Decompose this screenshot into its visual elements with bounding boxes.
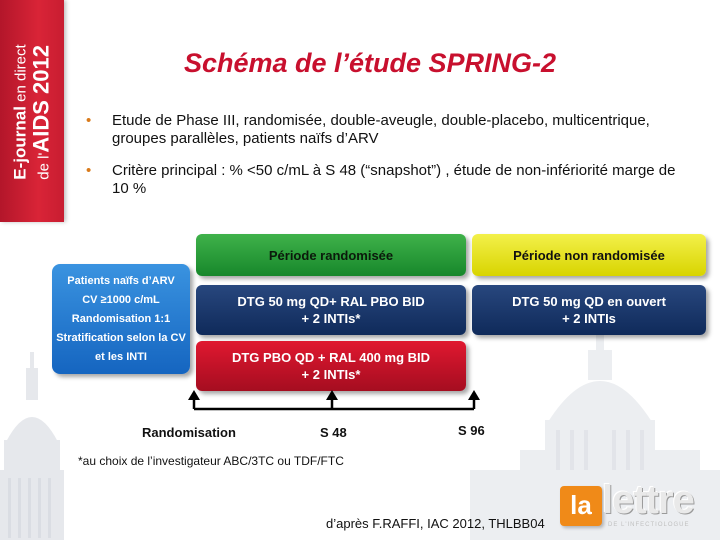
open-label-line-1: DTG 50 mg QD en ouvert: [512, 294, 666, 309]
ral-arm-line-2: + 2 INTIs*: [301, 367, 361, 382]
s96-arrow-icon: [468, 390, 480, 400]
logo-word: lettre: [602, 478, 694, 522]
banner-journal-word: E-journal: [10, 106, 30, 180]
population-line: Randomisation 1:1: [71, 312, 171, 325]
randomisation-label: Randomisation: [142, 425, 236, 440]
bullet-text: Critère principal : % <50 c/mL à S 48 (“snapshot”) , étude de non-infériorité marge de 10 %: [112, 162, 676, 197]
la-lettre-logo: [560, 478, 720, 540]
banner-de-l: de l': [35, 152, 53, 180]
randomized-period-label: Période randomisée: [268, 247, 394, 263]
dtg-arm-line-2: + 2 INTIs*: [301, 311, 361, 326]
s48-arrow-icon: [326, 390, 338, 400]
population-line: Stratification selon la CV et les INTI: [56, 331, 186, 363]
open-label-line-2: + 2 INTIs: [562, 311, 616, 326]
bullet-marker: •: [86, 162, 92, 179]
randomisation-arrow-icon: [188, 390, 200, 400]
non-randomized-period-label: Période non randomisée: [513, 247, 665, 263]
population-line: Patients naïfs d’ARV: [67, 274, 175, 287]
banner-aids-2012: AIDS 2012: [28, 45, 54, 153]
citation: d’après F.RAFFI, IAC 2012, THLBB04: [326, 516, 545, 531]
ral-arm-line-1: DTG PBO QD + RAL 400 mg BID: [231, 350, 431, 365]
population-line: CV ≥1000 c/mL: [82, 293, 160, 306]
logo-subtitle: DE L'INFECTIOLOGUE: [608, 522, 690, 528]
logo-mark: la: [560, 486, 602, 526]
slide-title: Schéma de l’étude SPRING-2: [183, 48, 557, 78]
banner-en-direct: en direct: [12, 44, 30, 107]
dtg-arm-line-1: DTG 50 mg QD+ RAL PBO BID: [237, 294, 425, 309]
s96-label: S 96: [458, 423, 485, 438]
footnote: *au choix de l’investigateur ABC/3TC ou TDF/FTC: [78, 454, 344, 468]
bullet-marker: •: [86, 112, 92, 129]
bullet-text: Etude de Phase III, randomisée, double-aveugle, double-placebo, multicentrique, groupes parallèles, patients naïfs d’ARV: [112, 112, 650, 147]
s48-label: S 48: [320, 425, 347, 440]
